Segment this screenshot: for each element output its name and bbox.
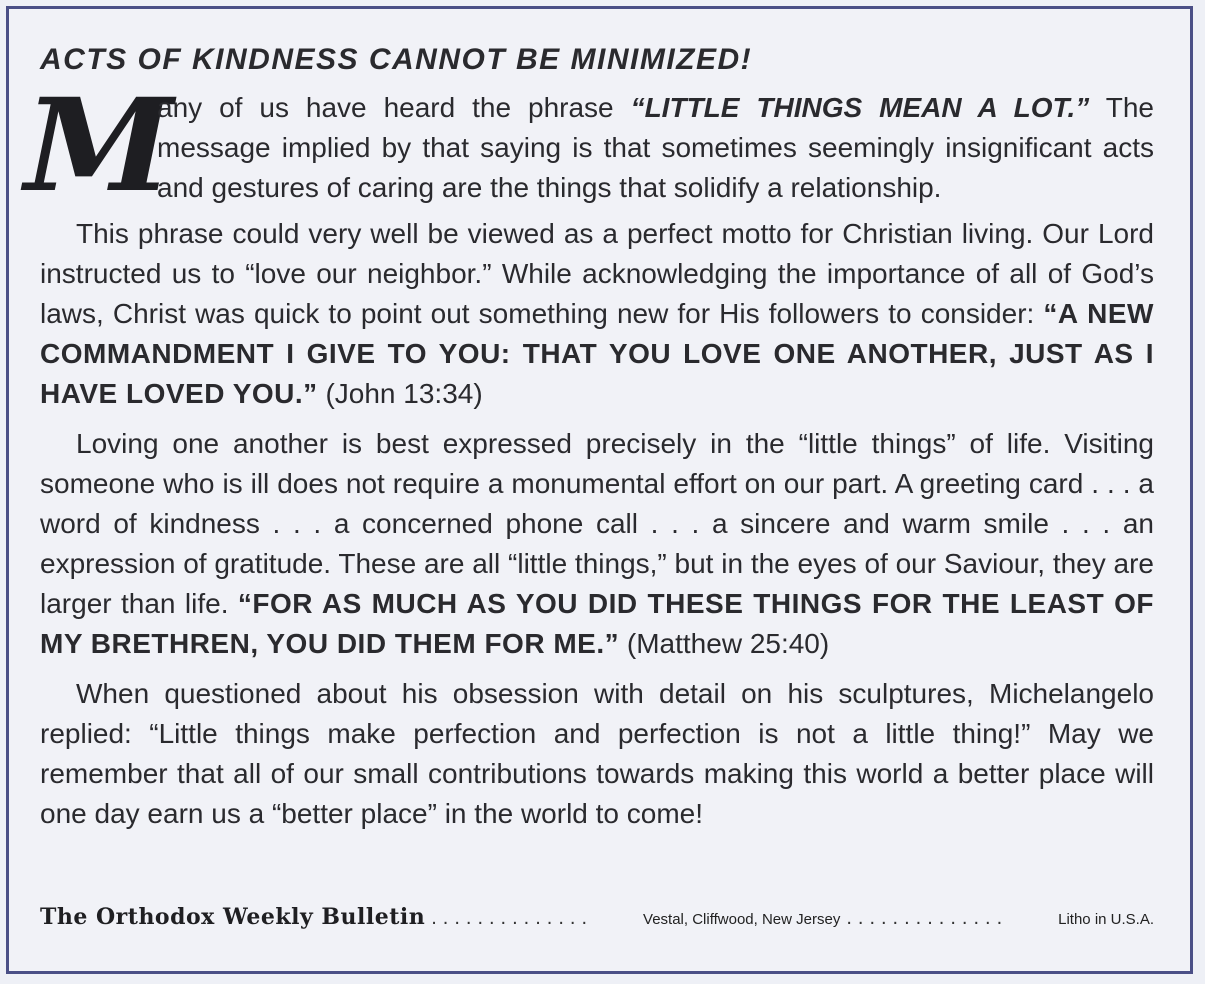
article: [24, 42, 1154, 834]
paragraph-3: [40, 424, 1154, 664]
litho-credit: Litho in U.S.A.: [1058, 911, 1155, 928]
paragraph-3-scripture: “FOR AS MUCH AS YOU DID THESE THINGS FOR THE LEAST OF MY BRETHREN, YOU DID THEM FOR ME.”: [40, 588, 1154, 659]
drop-cap: M: [24, 71, 174, 221]
leader-dots-2: ..............: [846, 907, 1009, 929]
leader-dots: ..............: [431, 907, 594, 929]
article-title: ACTS OF KINDNESS CANNOT BE MINIMIZED!: [40, 43, 753, 76]
paragraph-2: [40, 214, 1154, 414]
paragraph-3-text: Loving one another is best expressed precisely in the “little things” of life. Visiting someone who is ill does not require a monumental effort on our part. A greeting card . . . a word of kindness . . . a concerned phone call . . . a sincere and warm smile . . . an expression of gratitude. These are all “little things,” but in the eyes of our Saviour, they are larger than life.: [40, 428, 1154, 619]
publication-location: Vestal, Cliffwood, New Jersey: [643, 911, 841, 928]
paragraph-2-citation: (John 13:34): [317, 378, 483, 409]
paragraph-4-text: When questioned about his obsession with detail on his sculptures, Michelangelo replied: “Little things make perfection and perfection is not a little thing!” May we remember that all of our small contributions towards making this world a better place will one day earn us a “better place” in the world to come!: [40, 678, 1154, 829]
paragraph-2-scripture: “A NEW COMMANDMENT I GIVE TO YOU: THAT YOU LOVE ONE ANOTHER, JUST AS I HAVE LOVED YOU.”: [40, 298, 1154, 409]
publication-name: The Orthodox Weekly Bulletin: [40, 904, 426, 930]
paragraph-3-citation: (Matthew 25:40): [619, 628, 830, 659]
intro-text-2: The message implied by that saying is that sometimes seemingly insignificant acts and gestures of caring are the things that solidify a relationship.: [157, 92, 1154, 203]
intro-paragraph: [24, 71, 1154, 221]
paragraph-2-text: This phrase could very well be viewed as a perfect motto for Christian living. Our Lord instructed us to “love our neighbor.” While acknowledging the importance of all of God’s laws, Christ was quick to point out something new for His followers to consider:: [40, 218, 1154, 329]
footer: [40, 904, 1154, 930]
intro-emphasis: “LITTLE THINGS MEAN A LOT.”: [630, 92, 1090, 123]
intro-text-1: any of us have heard the phrase: [157, 92, 631, 123]
paragraph-4: [40, 674, 1154, 834]
